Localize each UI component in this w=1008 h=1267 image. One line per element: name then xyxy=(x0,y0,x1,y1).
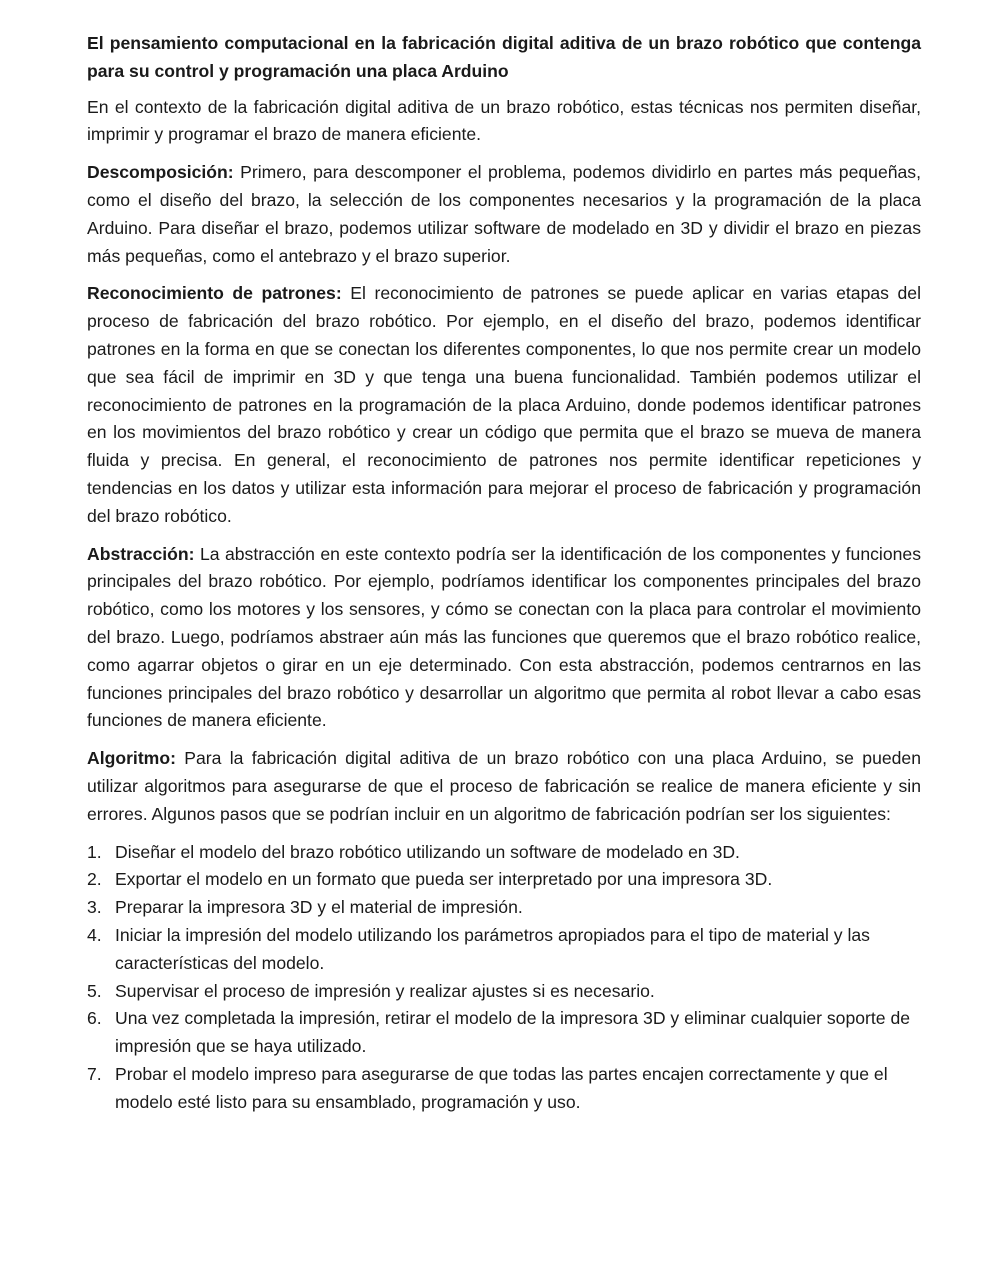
list-item xyxy=(87,894,921,922)
list-item xyxy=(87,1005,921,1061)
list-item-text: Probar el modelo impreso para asegurarse de que todas las partes encajen correctamente y que el modelo esté listo para su ensamblado, programación y uso. xyxy=(115,1063,888,1112)
section-text: La abstracción en este contexto podría ser la identificación de los componentes y funciones principales del brazo robótico. Por ejemplo, podríamos identificar los componentes principales del brazo robótico, como los motores y los sensores, y cómo se conectan con la placa para controlar el movimiento del brazo. Luego, podríamos abstraer aún más las funciones que queremos que el brazo robótico realice, como agarrar objetos o girar en un eje determinado. Con esta abstracción, podemos centrarnos en las funciones principales del brazo robótico y desarrollar un algoritmo que permita al robot llevar a cabo esas funciones de manera eficiente. xyxy=(87,543,921,731)
list-item-number: 4. xyxy=(87,924,102,945)
section-term: Algoritmo: xyxy=(87,748,176,769)
document-title: El pensamiento computacional en la fabricación digital aditiva de un brazo robótico que contenga para su control y programación una placa Arduino xyxy=(87,33,921,81)
list-item-text: Preparar la impresora 3D y el material de impresión. xyxy=(115,897,523,918)
list-item-number: 7. xyxy=(87,1063,102,1084)
list-item xyxy=(87,978,921,1006)
list-item-number: 5. xyxy=(87,980,102,1001)
section-text: El reconocimiento de patrones se puede aplicar en varias etapas del proceso de fabricación del brazo robótico. Por ejemplo, en el diseño del brazo, podemos identificar patrones en la forma en que se conectan los diferentes componentes, lo que nos permite crear un modelo que sea fácil de imprimir en 3D y que tenga una buena funcionalidad. También podemos utilizar el reconocimiento de patrones en la programación de la placa Arduino, donde podemos identificar patrones en los movimientos del brazo robótico y crear un código que permita que el brazo se mueva de manera fluida y precisa. En general, el reconocimiento de patrones nos permite identificar repeticiones y tendencias en los datos y utilizar esta información para mejorar el proceso de fabricación y programación del brazo robótico. xyxy=(87,283,921,526)
section-term: Abstracción: xyxy=(87,543,195,564)
list-item-number: 1. xyxy=(87,841,102,862)
list-item-text: Exportar el modelo en un formato que pueda ser interpretado por una impresora 3D. xyxy=(115,869,773,890)
list-item xyxy=(87,1061,921,1117)
section-descomposicion xyxy=(87,159,921,270)
list-item-number: 6. xyxy=(87,1008,102,1029)
section-algoritmo xyxy=(87,745,921,828)
section-text: Primero, para descomponer el problema, podemos dividirlo en partes más pequeñas, como el diseño del brazo, la selección de los componentes necesarios y la programación de la placa Arduino. Para diseñar el brazo, podemos utilizar software de modelado en 3D y dividir el brazo en piezas más pequeñas, como el antebrazo y el brazo superior. xyxy=(87,162,921,266)
section-abstraccion xyxy=(87,541,921,736)
section-term: Reconocimiento de patrones: xyxy=(87,283,342,304)
list-item-text: Supervisar el proceso de impresión y realizar ajustes si es necesario. xyxy=(115,980,655,1001)
section-term: Descomposición: xyxy=(87,162,234,183)
list-item-number: 3. xyxy=(87,897,102,918)
list-item-text: Diseñar el modelo del brazo robótico utilizando un software de modelado en 3D. xyxy=(115,841,740,862)
document-page xyxy=(87,30,921,1116)
list-item xyxy=(87,922,921,978)
intro-paragraph: En el contexto de la fabricación digital aditiva de un brazo robótico, estas técnicas nos permiten diseñar, imprimir y programar el brazo de manera eficiente. xyxy=(87,96,921,145)
algorithm-steps-list xyxy=(87,839,921,1117)
list-item-text: Iniciar la impresión del modelo utilizando los parámetros apropiados para el tipo de material y las características del modelo. xyxy=(115,924,870,973)
section-text: Para la fabricación digital aditiva de un brazo robótico con una placa Arduino, se pueden utilizar algoritmos para asegurarse de que el proceso de fabricación se realice de manera eficiente y sin errores. Algunos pasos que se podrían incluir en un algoritmo de fabricación podrían ser los siguientes: xyxy=(87,748,921,824)
section-reconocimiento-patrones xyxy=(87,280,921,530)
list-item xyxy=(87,866,921,894)
list-item-text: Una vez completada la impresión, retirar el modelo de la impresora 3D y eliminar cualquier soporte de impresión que se haya utilizado. xyxy=(115,1008,911,1057)
list-item-number: 2. xyxy=(87,869,102,890)
list-item xyxy=(87,839,921,867)
